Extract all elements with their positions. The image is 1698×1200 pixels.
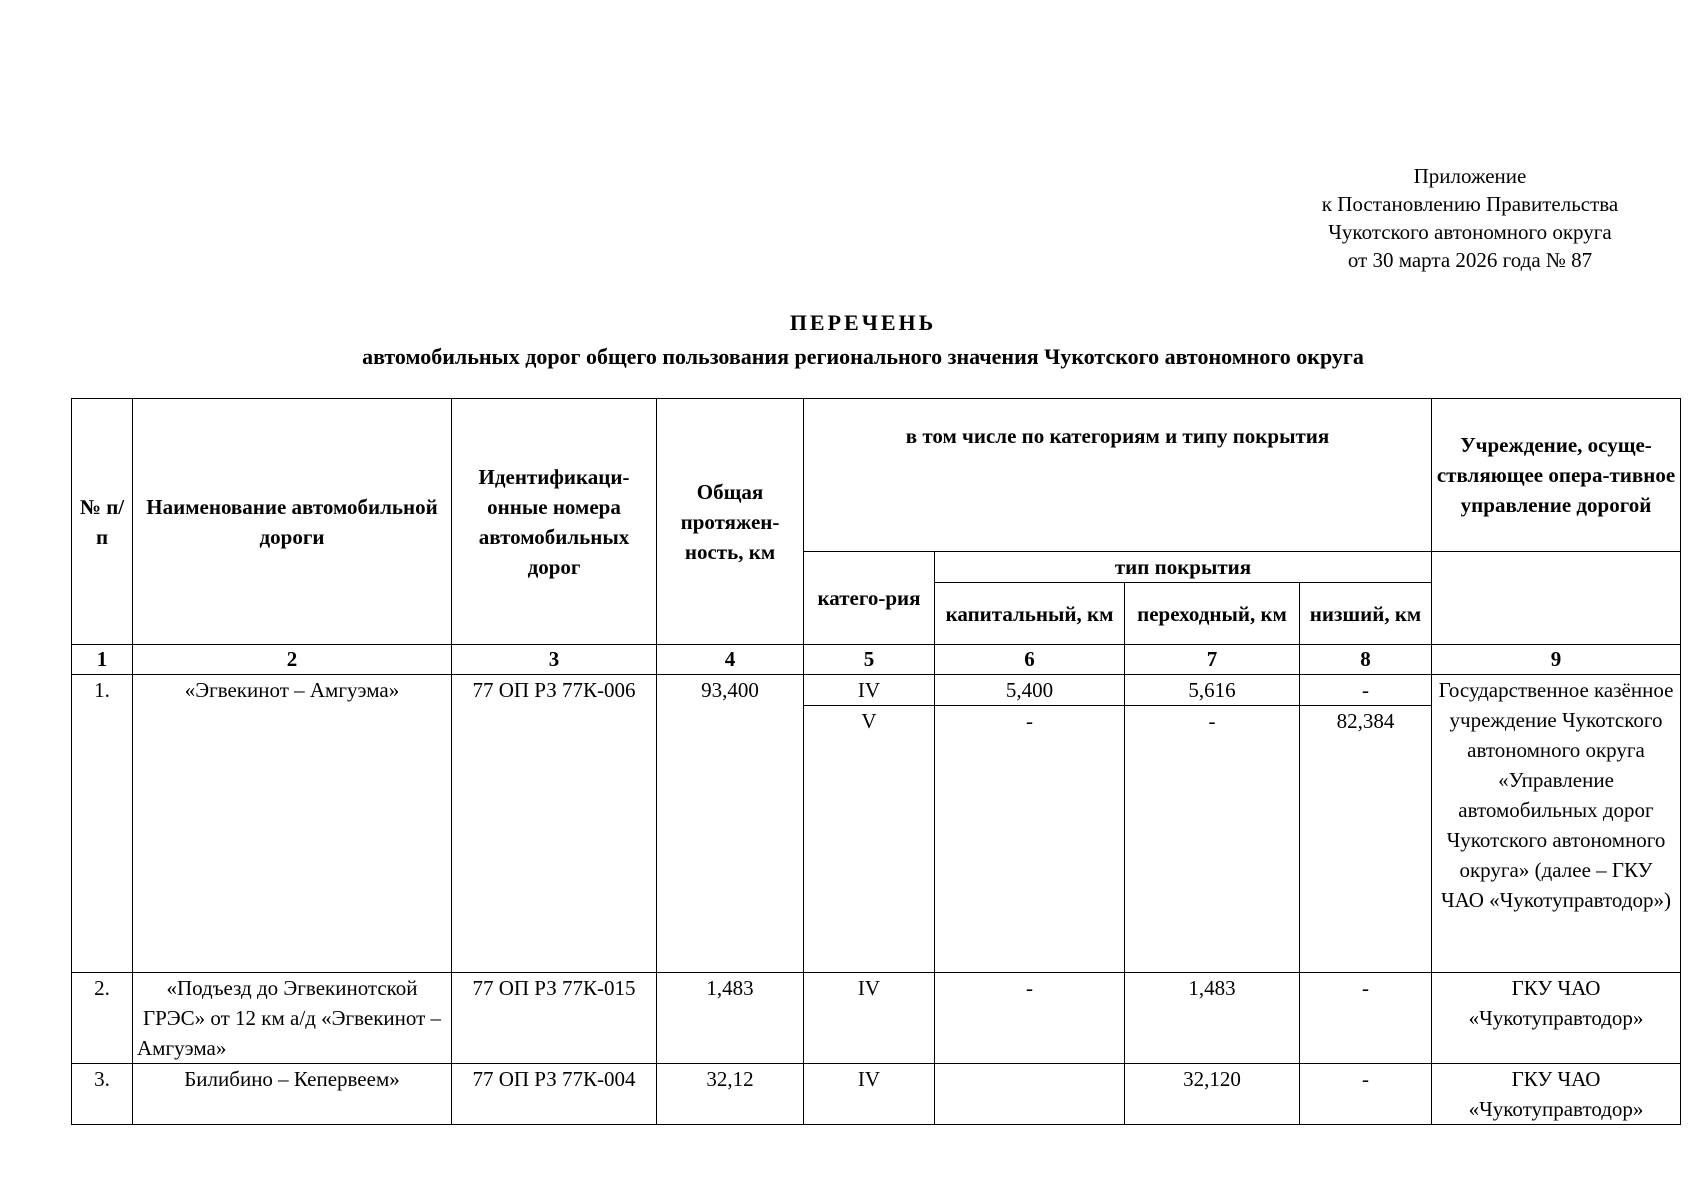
lower-km: 82,384 (1300, 706, 1432, 973)
header-surface-type: тип покрытия (935, 552, 1432, 583)
category: IV (804, 973, 935, 1064)
transitional-km: 1,483 (1125, 973, 1300, 1064)
total-length: 1,483 (657, 973, 804, 1064)
header-capital: капитальный, км (935, 583, 1125, 645)
column-number: 8 (1300, 645, 1432, 675)
total-length: 32,12 (657, 1064, 804, 1125)
column-number: 3 (452, 645, 657, 675)
header-categories-group: в том числе по категориям и типу покрытия (804, 399, 1432, 552)
capital-km: 5,400 (935, 675, 1125, 706)
road-id: 77 ОП РЗ 77К-006 (452, 675, 657, 973)
column-number: 1 (72, 645, 133, 675)
header-institution: Учреждение, осуще-ствляющее опера-тивное управление дорогой (1432, 399, 1681, 552)
transitional-km: 32,120 (1125, 1064, 1300, 1125)
road-id: 77 ОП РЗ 77К-004 (452, 1064, 657, 1125)
header-category: катего-рия (804, 552, 935, 645)
total-length: 93,400 (657, 675, 804, 973)
lower-km: - (1300, 973, 1432, 1064)
header-road-id: Идентификаци-онные номера автомобильных дорог (452, 399, 657, 645)
appendix-block (1250, 162, 1690, 274)
column-number: 7 (1125, 645, 1300, 675)
header-institution-blank (1432, 552, 1681, 645)
row-number: 1. (72, 675, 133, 973)
column-number: 2 (133, 645, 452, 675)
institution: ГКУ ЧАО «Чукотуправтодор» (1432, 1064, 1681, 1125)
column-number-row (72, 645, 1681, 675)
document-title (70, 308, 1656, 374)
appendix-line: Приложение (1413, 164, 1527, 188)
column-number: 4 (657, 645, 804, 675)
header-road-name: Наименование автомобильной дороги (133, 399, 452, 645)
title-subtitle: автомобильных дорог общего пользования регионального значения Чукотского автономного округа (362, 344, 1364, 369)
lower-km: - (1300, 1064, 1432, 1125)
roads-table (71, 398, 1681, 1125)
table-row (72, 675, 1681, 706)
lower-km: - (1300, 675, 1432, 706)
table-row (72, 1064, 1681, 1125)
row-number: 3. (72, 1064, 133, 1125)
road-name: «Эгвекинот – Амгуэма» (133, 675, 452, 973)
category: V (804, 706, 935, 973)
table-row (72, 973, 1681, 1064)
row-number: 2. (72, 973, 133, 1064)
appendix-line: от 30 марта 2026 года № 87 (1347, 248, 1593, 272)
category: IV (804, 1064, 935, 1125)
transitional-km: 5,616 (1125, 675, 1300, 706)
road-name: Билибино – Кепервеем» (133, 1064, 452, 1125)
transitional-km: - (1125, 706, 1300, 973)
title-main: ПЕРЕЧЕНЬ (789, 310, 937, 335)
road-name: «Подъезд до Эгвекинотской ГРЭС» от 12 км а/д «Эгвекинот – Амгуэма» (133, 973, 452, 1064)
column-number: 5 (804, 645, 935, 675)
column-number: 9 (1432, 645, 1681, 675)
capital-km: - (935, 706, 1125, 973)
road-id: 77 ОП РЗ 77К-015 (452, 973, 657, 1064)
header-transitional: переходный, км (1125, 583, 1300, 645)
header-number: № п/п (72, 399, 133, 645)
category: IV (804, 675, 935, 706)
capital-km (935, 1064, 1125, 1125)
institution: Государственное казённое учреждение Чукотского автономного округа «Управление автомобильных дорог Чукотского автономного округа» (далее – ГКУ ЧАО «Чукотуправтодор») (1432, 675, 1681, 973)
appendix-line: к Постановлению Правительства (1321, 192, 1619, 216)
header-lower: низший, км (1300, 583, 1432, 645)
header-total-length: Общая протяжен-ность, км (657, 399, 804, 645)
institution: ГКУ ЧАО «Чукотуправтодор» (1432, 973, 1681, 1064)
appendix-line: Чукотского автономного округа (1328, 220, 1612, 244)
column-number: 6 (935, 645, 1125, 675)
capital-km: - (935, 973, 1125, 1064)
